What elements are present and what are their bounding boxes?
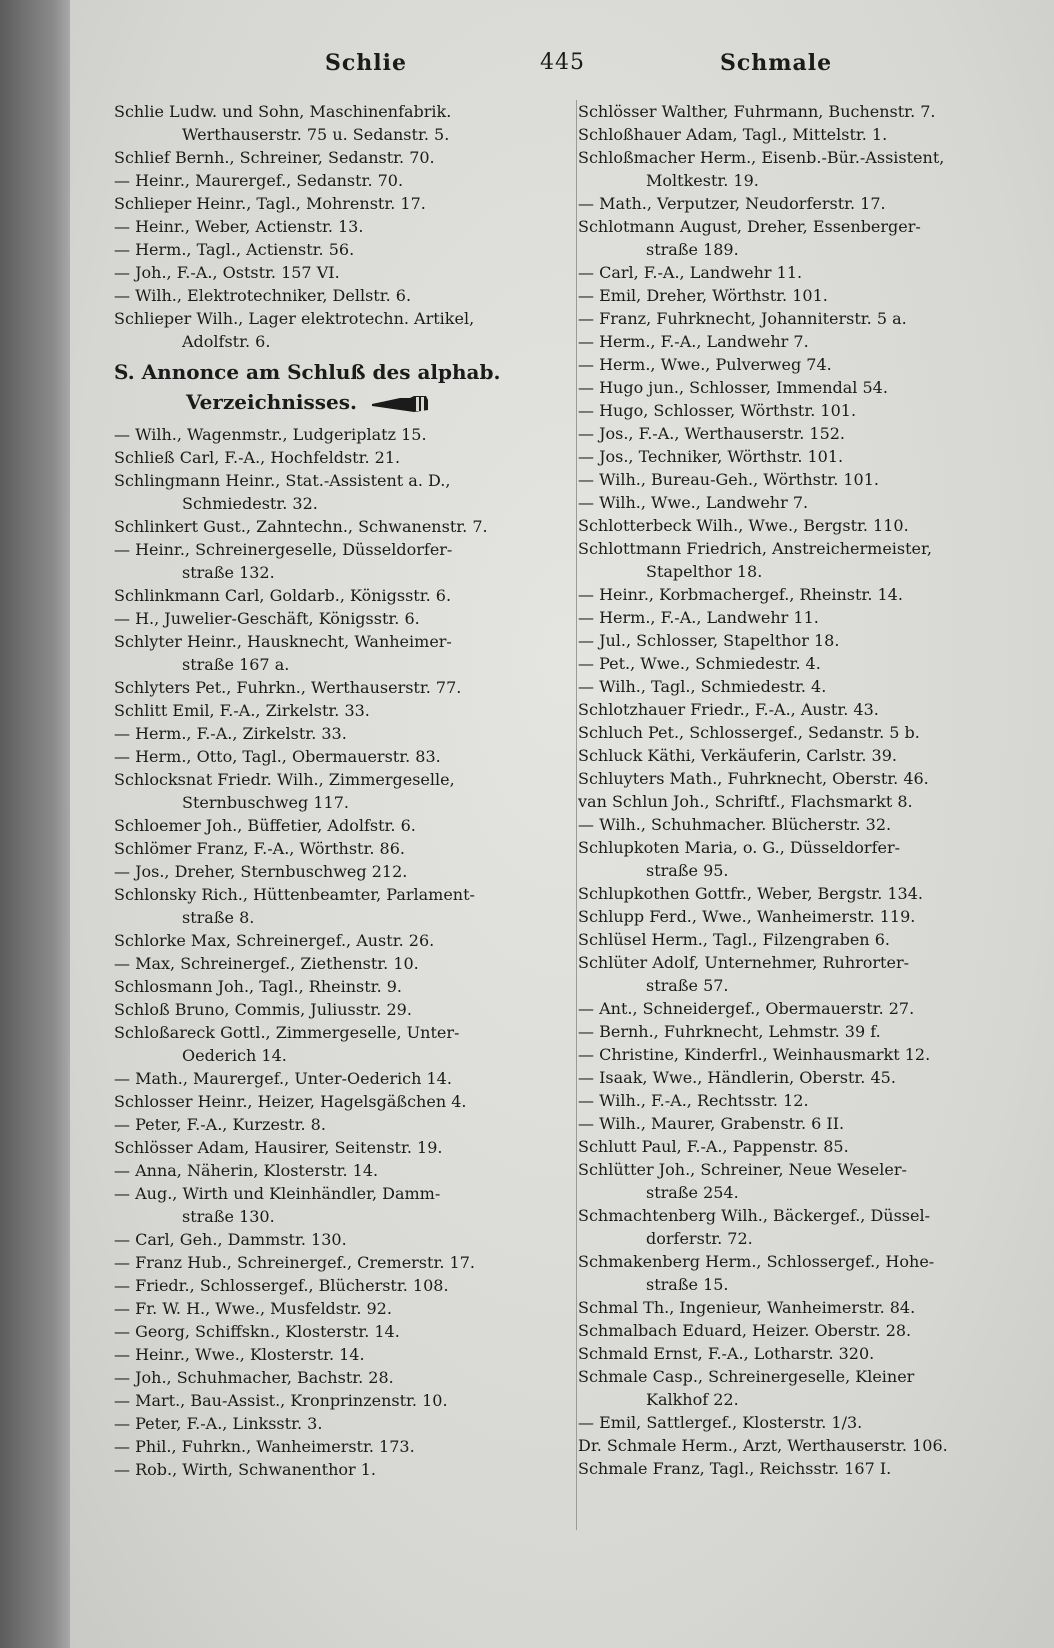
directory-entry xyxy=(114,1090,584,1113)
entry-line: — Heinr., Weber, Actienstr. 13. xyxy=(114,217,364,236)
entry-line: Schlosser Heinr., Heizer, Hagelsgäßchen 4. xyxy=(114,1092,467,1111)
entry-line: Schmale Casp., Schreinergeselle, Kleiner xyxy=(578,1367,915,1386)
directory-entry xyxy=(578,1457,1048,1480)
entry-line: — H., Juwelier-Geschäft, Königsstr. 6. xyxy=(114,609,420,628)
directory-entry xyxy=(114,837,584,860)
directory-entry xyxy=(578,261,1048,284)
entry-line: — Fr. W. H., Wwe., Musfeldstr. 92. xyxy=(114,1299,392,1318)
entry-line: Schlonsky Rich., Hüttenbeamter, Parlament- xyxy=(114,885,475,904)
entry-continuation-line: Werthauserstr. 75 u. Sedanstr. 5. xyxy=(182,125,450,144)
entry-line: Schlinkmann Carl, Goldarb., Königsstr. 6. xyxy=(114,586,452,605)
entry-line: Schluck Käthi, Verkäuferin, Carlstr. 39. xyxy=(578,746,897,765)
directory-entry xyxy=(578,192,1048,215)
directory-entry xyxy=(114,607,584,630)
directory-entry xyxy=(114,1343,584,1366)
directory-entry xyxy=(114,238,584,261)
directory-entry xyxy=(578,629,1048,652)
ad-line-2: Verzeichnisses. xyxy=(186,390,357,414)
directory-entry xyxy=(114,630,584,676)
entry-line: Schlyters Pet., Fuhrkn., Werthauserstr. 77. xyxy=(114,678,462,697)
directory-entry xyxy=(114,883,584,929)
entry-line: Schlorke Max, Schreinergef., Austr. 26. xyxy=(114,931,435,950)
directory-entry xyxy=(578,813,1048,836)
directory-entry xyxy=(578,353,1048,376)
directory-entry xyxy=(578,1089,1048,1112)
entry-continuation-line: straße 132. xyxy=(182,563,275,582)
entry-continuation-line: straße 8. xyxy=(182,908,255,927)
entry-line: — Jos., Techniker, Wörthstr. 101. xyxy=(578,447,844,466)
entry-continuation-line: Stapelthor 18. xyxy=(646,562,763,581)
page-header xyxy=(70,50,1054,90)
entry-line: Schmachtenberg Wilh., Bäckergef., Düssel- xyxy=(578,1206,930,1225)
entry-line: Schloßhauer Adam, Tagl., Mittelstr. 1. xyxy=(578,125,888,144)
directory-entry xyxy=(578,445,1048,468)
entry-line: — Heinr., Schreinergeselle, Düsseldorfer- xyxy=(114,540,453,559)
directory-entry xyxy=(578,307,1048,330)
directory-entry xyxy=(578,1043,1048,1066)
entry-line: Schließ Carl, F.-A., Hochfeldstr. 21. xyxy=(114,448,401,467)
entry-line: Schlosmann Joh., Tagl., Rheinstr. 9. xyxy=(114,977,402,996)
entry-continuation-line: dorferstr. 72. xyxy=(646,1229,753,1248)
entry-line: van Schlun Joh., Schriftf., Flachsmarkt 8. xyxy=(578,792,913,811)
entry-line: — Franz, Fuhrknecht, Johanniterstr. 5 a. xyxy=(578,309,907,328)
left-column xyxy=(114,100,584,1481)
directory-entry xyxy=(578,1411,1048,1434)
directory-entry xyxy=(114,1067,584,1090)
entry-line: — Heinr., Korbmachergef., Rheinstr. 14. xyxy=(578,585,903,604)
advertisement-notice xyxy=(114,357,584,417)
page-number: 445 xyxy=(540,50,585,75)
directory-entry xyxy=(578,376,1048,399)
directory-entry xyxy=(114,284,584,307)
entry-line: Schlitt Emil, F.-A., Zirkelstr. 33. xyxy=(114,701,370,720)
directory-page xyxy=(70,0,1054,1648)
entry-line: Schlüter Adolf, Unternehmer, Ruhrorter- xyxy=(578,953,910,972)
entry-line: Schloemer Joh., Büffetier, Adolfstr. 6. xyxy=(114,816,416,835)
directory-entry xyxy=(114,100,584,146)
header-first-name: Schlie xyxy=(325,50,407,76)
directory-entry xyxy=(114,192,584,215)
directory-entry xyxy=(114,975,584,998)
entry-line: Schloßareck Gottl., Zimmergeselle, Unter- xyxy=(114,1023,460,1042)
directory-entry xyxy=(114,1435,584,1458)
directory-entry xyxy=(578,721,1048,744)
directory-entry xyxy=(578,330,1048,353)
directory-entry xyxy=(114,1251,584,1274)
entry-line: Schlösser Adam, Hausirer, Seitenstr. 19. xyxy=(114,1138,443,1157)
entry-continuation-line: Moltkestr. 19. xyxy=(646,171,759,190)
entry-line: — Peter, F.-A., Linksstr. 3. xyxy=(114,1414,323,1433)
directory-entry xyxy=(114,215,584,238)
directory-entry xyxy=(578,767,1048,790)
directory-entry xyxy=(578,790,1048,813)
entry-line: Schlotzhauer Friedr., F.-A., Austr. 43. xyxy=(578,700,879,719)
directory-entry xyxy=(578,215,1048,261)
entry-line: Schlieper Heinr., Tagl., Mohrenstr. 17. xyxy=(114,194,426,213)
directory-entry xyxy=(578,1135,1048,1158)
entry-continuation-line: straße 254. xyxy=(646,1183,739,1202)
header-last-name: Schmale xyxy=(720,50,833,76)
directory-entry xyxy=(578,675,1048,698)
entry-line: — Wilh., Wagenmstr., Ludgeriplatz 15. xyxy=(114,425,427,444)
entry-line: — Heinr., Wwe., Klosterstr. 14. xyxy=(114,1345,365,1364)
directory-entry xyxy=(114,860,584,883)
entry-line: Schlief Bernh., Schreiner, Sedanstr. 70. xyxy=(114,148,435,167)
directory-entry xyxy=(114,952,584,975)
directory-entry xyxy=(114,146,584,169)
directory-entry xyxy=(114,584,584,607)
directory-entry xyxy=(578,1112,1048,1135)
entry-line: Schluyters Math., Fuhrknecht, Oberstr. 46. xyxy=(578,769,929,788)
directory-entry xyxy=(114,768,584,814)
entry-line: Schlömer Franz, F.-A., Wörthstr. 86. xyxy=(114,839,405,858)
directory-entry xyxy=(578,1319,1048,1342)
directory-entry xyxy=(578,537,1048,583)
entry-line: — Joh., Schuhmacher, Bachstr. 28. xyxy=(114,1368,394,1387)
directory-entry xyxy=(578,1296,1048,1319)
entry-line: Schlocksnat Friedr. Wilh., Zimmergeselle, xyxy=(114,770,455,789)
entry-continuation-line: straße 95. xyxy=(646,861,729,880)
directory-entry xyxy=(578,836,1048,882)
entry-line: Schlieper Wilh., Lager elektrotechn. Artikel, xyxy=(114,309,475,328)
entry-line: — Herm., F.-A., Landwehr 7. xyxy=(578,332,809,351)
directory-entry xyxy=(114,699,584,722)
entry-line: — Math., Maurergef., Unter-Oederich 14. xyxy=(114,1069,452,1088)
directory-entry xyxy=(114,538,584,584)
scan-margin xyxy=(0,0,78,1648)
directory-entry xyxy=(114,1136,584,1159)
directory-entry xyxy=(114,423,584,446)
directory-entry xyxy=(114,745,584,768)
entry-line: Schluch Pet., Schlossergef., Sedanstr. 5 b. xyxy=(578,723,920,742)
entry-line: — Carl, Geh., Dammstr. 130. xyxy=(114,1230,347,1249)
entry-line: — Aug., Wirth und Kleinhändler, Damm- xyxy=(114,1184,441,1203)
entry-line: Schlotmann August, Dreher, Essenberger- xyxy=(578,217,921,236)
entry-line: — Herm., Tagl., Actienstr. 56. xyxy=(114,240,355,259)
directory-entry xyxy=(578,652,1048,675)
entry-continuation-line: Schmiedestr. 32. xyxy=(182,494,318,513)
entry-line: — Herm., F.-A., Landwehr 11. xyxy=(578,608,819,627)
directory-entry xyxy=(578,882,1048,905)
directory-entry xyxy=(578,1020,1048,1043)
entry-line: Schlupp Ferd., Wwe., Wanheimerstr. 119. xyxy=(578,907,916,926)
directory-entry xyxy=(578,951,1048,997)
directory-entry xyxy=(578,1066,1048,1089)
entry-line: — Peter, F.-A., Kurzestr. 8. xyxy=(114,1115,326,1134)
entry-line: — Emil, Dreher, Wörthstr. 101. xyxy=(578,286,828,305)
right-column xyxy=(578,100,1048,1480)
entry-continuation-line: straße 130. xyxy=(182,1207,275,1226)
entry-line: Schlotterbeck Wilh., Wwe., Bergstr. 110. xyxy=(578,516,909,535)
entry-line: — Ant., Schneidergef., Obermauerstr. 27. xyxy=(578,999,915,1018)
entry-line: — Mart., Bau-Assist., Kronprinzenstr. 10. xyxy=(114,1391,448,1410)
directory-entry xyxy=(114,676,584,699)
left-entry-list-continued xyxy=(114,423,584,1481)
directory-entry xyxy=(114,446,584,469)
entry-line: — Rob., Wirth, Schwanenthor 1. xyxy=(114,1460,377,1479)
entry-line: Schloß Bruno, Commis, Juliusstr. 29. xyxy=(114,1000,412,1019)
directory-entry xyxy=(114,1458,584,1481)
directory-entry xyxy=(114,469,584,515)
directory-entry xyxy=(578,100,1048,123)
entry-line: — Friedr., Schlossergef., Blücherstr. 108. xyxy=(114,1276,449,1295)
directory-entry xyxy=(114,1412,584,1435)
entry-line: Schlyter Heinr., Hausknecht, Wanheimer- xyxy=(114,632,452,651)
entry-line: — Emil, Sattlergef., Klosterstr. 1/3. xyxy=(578,1413,863,1432)
directory-entry xyxy=(578,583,1048,606)
right-entry-list xyxy=(578,100,1048,1480)
directory-entry xyxy=(578,468,1048,491)
directory-entry xyxy=(578,491,1048,514)
entry-line: Schlingmann Heinr., Stat.-Assistent a. D., xyxy=(114,471,451,490)
entry-line: — Herm., Wwe., Pulverweg 74. xyxy=(578,355,832,374)
entry-continuation-line: Oederich 14. xyxy=(182,1046,287,1065)
entry-line: Schlütter Joh., Schreiner, Neue Weseler- xyxy=(578,1160,907,1179)
entry-continuation-line: straße 167 a. xyxy=(182,655,290,674)
directory-entry xyxy=(578,422,1048,445)
entry-line: Schmakenberg Herm., Schlossergef., Hohe- xyxy=(578,1252,935,1271)
entry-line: — Math., Verputzer, Neudorferstr. 17. xyxy=(578,194,886,213)
entry-line: Schlutt Paul, F.-A., Pappenstr. 85. xyxy=(578,1137,849,1156)
directory-entry xyxy=(578,284,1048,307)
directory-entry xyxy=(578,997,1048,1020)
directory-entry xyxy=(578,1434,1048,1457)
entry-line: — Wilh., Wwe., Landwehr 7. xyxy=(578,493,809,512)
entry-line: — Herm., Otto, Tagl., Obermauerstr. 83. xyxy=(114,747,441,766)
directory-entry xyxy=(578,606,1048,629)
directory-entry xyxy=(578,514,1048,537)
directory-entry xyxy=(114,722,584,745)
entry-line: — Wilh., Schuhmacher. Blücherstr. 32. xyxy=(578,815,892,834)
entry-line: Schmalbach Eduard, Heizer. Oberstr. 28. xyxy=(578,1321,912,1340)
directory-entry xyxy=(578,928,1048,951)
directory-entry xyxy=(114,1113,584,1136)
entry-line: — Max, Schreinergef., Ziethenstr. 10. xyxy=(114,954,419,973)
entry-line: Schlupkothen Gottfr., Weber, Bergstr. 134. xyxy=(578,884,923,903)
directory-entry xyxy=(114,1297,584,1320)
pointing-hand-icon xyxy=(370,394,430,414)
directory-entry xyxy=(114,515,584,538)
entry-line: — Pet., Wwe., Schmiedestr. 4. xyxy=(578,654,821,673)
ad-line-1: S. Annonce am Schluß des alphab. xyxy=(114,360,501,384)
directory-entry xyxy=(114,929,584,952)
entry-continuation-line: straße 57. xyxy=(646,976,729,995)
entry-line: Schlüsel Herm., Tagl., Filzengraben 6. xyxy=(578,930,890,949)
entry-line: — Jos., F.-A., Werthauserstr. 152. xyxy=(578,424,846,443)
entry-line: — Joh., F.-A., Oststr. 157 VI. xyxy=(114,263,340,282)
left-entry-list xyxy=(114,100,584,353)
entry-line: Dr. Schmale Herm., Arzt, Werthauserstr. 106. xyxy=(578,1436,948,1455)
directory-entry xyxy=(114,814,584,837)
directory-entry xyxy=(114,1182,584,1228)
entry-line: Schlösser Walther, Fuhrmann, Buchenstr. 7. xyxy=(578,102,936,121)
entry-continuation-line: Adolfstr. 6. xyxy=(182,332,271,351)
directory-entry xyxy=(578,744,1048,767)
entry-line: — Franz Hub., Schreinergef., Cremerstr. 17. xyxy=(114,1253,475,1272)
entry-line: — Isaak, Wwe., Händlerin, Oberstr. 45. xyxy=(578,1068,896,1087)
entry-continuation-line: straße 189. xyxy=(646,240,739,259)
entry-line: Schlinkert Gust., Zahntechn., Schwanenstr. 7. xyxy=(114,517,488,536)
entry-line: — Wilh., Bureau-Geh., Wörthstr. 101. xyxy=(578,470,879,489)
entry-line: — Jul., Schlosser, Stapelthor 18. xyxy=(578,631,840,650)
directory-entry xyxy=(578,1365,1048,1411)
entry-continuation-line: Kalkhof 22. xyxy=(646,1390,739,1409)
directory-entry xyxy=(578,698,1048,721)
directory-entry xyxy=(578,399,1048,422)
entry-line: — Jos., Dreher, Sternbuschweg 212. xyxy=(114,862,408,881)
entry-line: — Wilh., Maurer, Grabenstr. 6 II. xyxy=(578,1114,845,1133)
entry-line: Schmale Franz, Tagl., Reichsstr. 167 I. xyxy=(578,1459,892,1478)
directory-entry xyxy=(114,1389,584,1412)
directory-entry xyxy=(114,1021,584,1067)
entry-line: Schlupkoten Maria, o. G., Düsseldorfer- xyxy=(578,838,901,857)
directory-entry xyxy=(114,169,584,192)
entry-line: — Carl, F.-A., Landwehr 11. xyxy=(578,263,803,282)
entry-line: Schmal Th., Ingenieur, Wanheimerstr. 84. xyxy=(578,1298,916,1317)
directory-entry xyxy=(114,998,584,1021)
directory-entry xyxy=(578,1250,1048,1296)
entry-line: — Anna, Näherin, Klosterstr. 14. xyxy=(114,1161,379,1180)
directory-entry xyxy=(578,905,1048,928)
directory-entry xyxy=(578,123,1048,146)
directory-entry xyxy=(578,1158,1048,1204)
entry-line: — Georg, Schiffskn., Klosterstr. 14. xyxy=(114,1322,400,1341)
directory-entry xyxy=(114,1159,584,1182)
entry-line: Schmald Ernst, F.-A., Lotharstr. 320. xyxy=(578,1344,875,1363)
entry-line: Schlie Ludw. und Sohn, Maschinenfabrik. xyxy=(114,102,452,121)
directory-entry xyxy=(114,1320,584,1343)
directory-entry xyxy=(114,261,584,284)
entry-line: — Wilh., F.-A., Rechtsstr. 12. xyxy=(578,1091,809,1110)
entry-line: — Phil., Fuhrkn., Wanheimerstr. 173. xyxy=(114,1437,415,1456)
directory-entry xyxy=(114,1274,584,1297)
entry-line: Schlottmann Friedrich, Anstreichermeister, xyxy=(578,539,932,558)
entry-line: — Bernh., Fuhrknecht, Lehmstr. 39 f. xyxy=(578,1022,881,1041)
entry-line: Schloßmacher Herm., Eisenb.-Bür.-Assistent, xyxy=(578,148,945,167)
entry-line: — Hugo, Schlosser, Wörthstr. 101. xyxy=(578,401,857,420)
entry-line: — Christine, Kinderfrl., Weinhausmarkt 12. xyxy=(578,1045,931,1064)
entry-line: — Wilh., Tagl., Schmiedestr. 4. xyxy=(578,677,827,696)
directory-entry xyxy=(578,1342,1048,1365)
entry-line: — Hugo jun., Schlosser, Immendal 54. xyxy=(578,378,888,397)
directory-entry xyxy=(578,1204,1048,1250)
entry-continuation-line: Sternbuschweg 117. xyxy=(182,793,349,812)
entry-continuation-line: straße 15. xyxy=(646,1275,729,1294)
entry-line: — Wilh., Elektrotechniker, Dellstr. 6. xyxy=(114,286,412,305)
entry-line: — Heinr., Maurergef., Sedanstr. 70. xyxy=(114,171,404,190)
directory-entry xyxy=(114,1366,584,1389)
entry-line: — Herm., F.-A., Zirkelstr. 33. xyxy=(114,724,347,743)
directory-entry xyxy=(114,307,584,353)
directory-entry xyxy=(114,1228,584,1251)
directory-entry xyxy=(578,146,1048,192)
